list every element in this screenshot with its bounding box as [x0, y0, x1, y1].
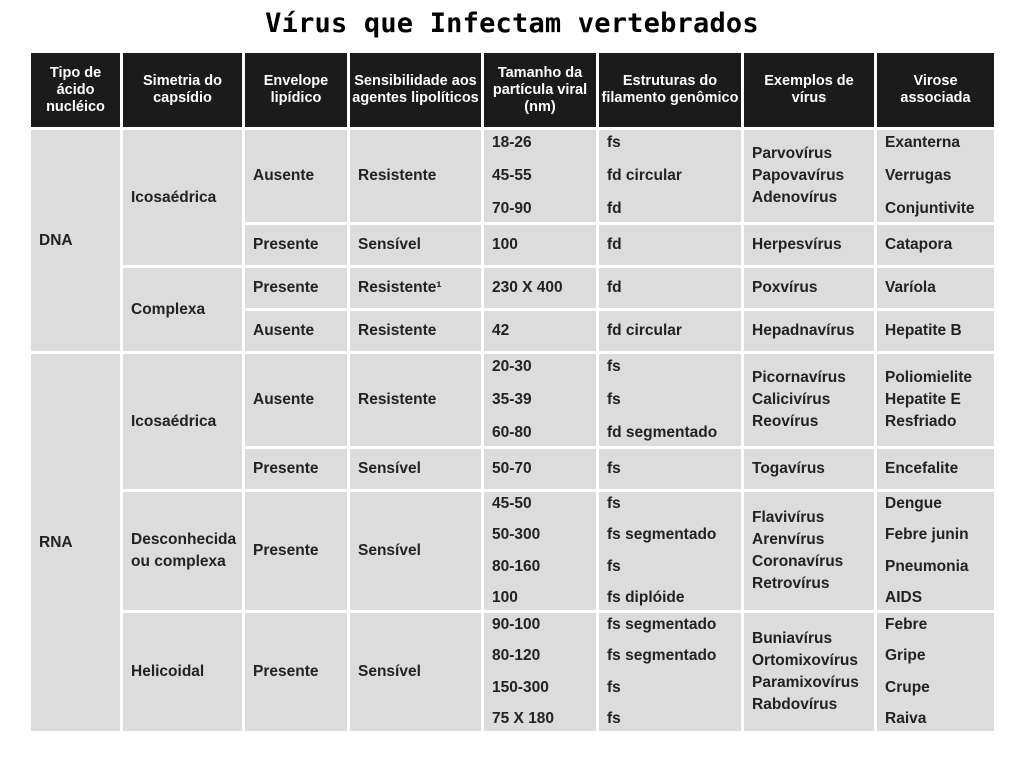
disease-value: Febre	[885, 616, 928, 633]
disease-value: Gripe	[885, 647, 926, 665]
structure-value: fs segmentado	[607, 647, 717, 665]
disease-value: Verrugas	[885, 167, 952, 184]
size-value: 80-160	[492, 557, 541, 575]
size-cell	[484, 354, 596, 446]
example-value: Retrovírus	[752, 575, 830, 592]
sensitivity-cell: Resistente	[350, 130, 481, 222]
example-value: Picornavírus	[752, 369, 846, 386]
example-value: Parvovírus	[752, 145, 833, 162]
sensitivity-cell: Resistente	[350, 354, 481, 446]
structure-cell: fd	[599, 268, 741, 308]
structure-cell: fd circular	[599, 311, 741, 351]
disease-cell	[877, 613, 994, 731]
size-value: 75 X 180	[492, 709, 555, 727]
examples-cell: Poxvírus	[744, 268, 874, 308]
structure-value: fd circular	[607, 167, 682, 184]
disease-cell	[877, 354, 994, 446]
disease-value: Conjuntivite	[885, 200, 975, 217]
symmetry-line: ou complexa	[131, 553, 226, 570]
example-value: Adenovírus	[752, 189, 838, 206]
structure-value: fs	[607, 557, 621, 575]
header-lipolytic-sensitivity: Sensibilidade aos agentes lipolíticos	[350, 53, 481, 127]
envelope-cell: Presente	[245, 449, 347, 489]
header-virus-examples: Exemplos de vírus	[744, 53, 874, 127]
example-value: Buniavírus	[752, 630, 833, 647]
header-associated-disease: Virose associada	[877, 53, 994, 127]
size-value: 45-55	[492, 167, 532, 184]
envelope-cell: Ausente	[245, 311, 347, 351]
table-row	[31, 268, 994, 308]
sensitivity-cell: Sensível	[350, 492, 481, 610]
table-row	[31, 492, 994, 610]
structure-value: fd segmentado	[607, 424, 718, 441]
sensitivity-cell: Sensível	[350, 449, 481, 489]
structure-value: fs	[607, 134, 621, 151]
disease-cell: Varíola	[877, 268, 994, 308]
example-value: Rabdovírus	[752, 696, 838, 713]
size-value: 50-300	[492, 526, 541, 544]
examples-cell: Togavírus	[744, 449, 874, 489]
header-nucleic-acid: Tipo de ácido nucléico	[31, 53, 120, 127]
examples-cell	[744, 354, 874, 446]
size-value: 45-50	[492, 495, 532, 512]
examples-cell: Hepadnavírus	[744, 311, 874, 351]
page-title: Vírus que Infectam vertebrados	[265, 8, 759, 39]
size-value: 150-300	[492, 678, 549, 696]
envelope-cell: Presente	[245, 225, 347, 265]
capsid-symmetry: Helicoidal	[123, 613, 242, 731]
structure-value: fs	[607, 391, 621, 408]
size-value: 60-80	[492, 424, 532, 441]
header-particle-size: Tamanho da partícula viral (nm)	[484, 53, 596, 127]
nucleic-acid-type: DNA	[31, 130, 120, 351]
structure-cell	[599, 492, 741, 610]
header-capsid-symmetry: Simetria do capsídio	[123, 53, 242, 127]
example-value: Papovavírus	[752, 167, 845, 184]
header-row	[31, 53, 994, 127]
capsid-symmetry	[123, 492, 242, 610]
table-row	[31, 354, 994, 446]
disease-cell	[877, 492, 994, 610]
capsid-symmetry: Icosaédrica	[123, 130, 242, 265]
size-cell: 42	[484, 311, 596, 351]
example-value: Flavivírus	[752, 509, 825, 526]
table-row	[31, 613, 994, 731]
header-genomic-structure: Estruturas do filamento genômico	[599, 53, 741, 127]
envelope-cell: Ausente	[245, 130, 347, 222]
structure-value: fs	[607, 495, 621, 512]
size-value: 90-100	[492, 616, 541, 633]
size-cell	[484, 613, 596, 731]
disease-value: Crupe	[885, 678, 930, 696]
size-cell	[484, 492, 596, 610]
example-value: Arenvírus	[752, 531, 825, 548]
size-cell: 100	[484, 225, 596, 265]
header-lipid-envelope: Envelope lipídico	[245, 53, 347, 127]
size-value: 20-30	[492, 358, 532, 375]
disease-value: Exanterna	[885, 134, 960, 151]
disease-value: Poliomielite	[885, 369, 972, 386]
disease-cell: Encefalite	[877, 449, 994, 489]
disease-value: Raiva	[885, 709, 927, 727]
example-value: Coronavírus	[752, 553, 844, 570]
size-value: 100	[492, 588, 518, 606]
disease-cell: Hepatite B	[877, 311, 994, 351]
size-value: 80-120	[492, 647, 541, 665]
examples-cell	[744, 613, 874, 731]
size-value: 18-26	[492, 134, 532, 151]
symmetry-line: Desconhecida	[131, 531, 237, 548]
example-value: Paramixovírus	[752, 674, 859, 691]
example-value: Reovírus	[752, 413, 819, 430]
examples-cell	[744, 492, 874, 610]
size-cell: 50-70	[484, 449, 596, 489]
capsid-symmetry: Complexa	[123, 268, 242, 351]
envelope-cell: Presente	[245, 268, 347, 308]
structure-value: fs diplóide	[607, 588, 685, 606]
size-cell	[484, 130, 596, 222]
structure-cell	[599, 613, 741, 731]
disease-cell: Catapora	[877, 225, 994, 265]
disease-value: AIDS	[885, 588, 923, 606]
structure-cell	[599, 130, 741, 222]
disease-value: Dengue	[885, 495, 942, 512]
structure-value: fs segmentado	[607, 526, 717, 544]
structure-cell	[599, 354, 741, 446]
sensitivity-cell: Sensível	[350, 225, 481, 265]
structure-value: fs segmentado	[607, 616, 717, 633]
disease-value: Hepatite E	[885, 391, 961, 408]
structure-value: fs	[607, 709, 621, 727]
envelope-cell: Presente	[245, 613, 347, 731]
disease-cell	[877, 130, 994, 222]
size-value: 70-90	[492, 200, 532, 217]
structure-value: fd	[607, 200, 622, 217]
size-cell: 230 X 400	[484, 268, 596, 308]
envelope-cell: Ausente	[245, 354, 347, 446]
capsid-symmetry: Icosaédrica	[123, 354, 242, 489]
size-value: 35-39	[492, 391, 532, 408]
structure-cell: fs	[599, 449, 741, 489]
nucleic-acid-type: RNA	[31, 354, 120, 731]
example-value: Calicivírus	[752, 391, 831, 408]
envelope-cell: Presente	[245, 492, 347, 610]
structure-value: fs	[607, 678, 621, 696]
sensitivity-cell: Resistente	[350, 311, 481, 351]
disease-value: Pneumonia	[885, 557, 969, 575]
table-row	[31, 130, 994, 222]
structure-cell: fd	[599, 225, 741, 265]
examples-cell: Herpesvírus	[744, 225, 874, 265]
virus-table	[28, 50, 997, 734]
example-value: Ortomixovírus	[752, 652, 858, 669]
disease-value: Resfriado	[885, 413, 957, 430]
disease-value: Febre junin	[885, 526, 969, 544]
examples-cell	[744, 130, 874, 222]
structure-value: fs	[607, 358, 621, 375]
sensitivity-cell: Resistente¹	[350, 268, 481, 308]
sensitivity-cell: Sensível	[350, 613, 481, 731]
